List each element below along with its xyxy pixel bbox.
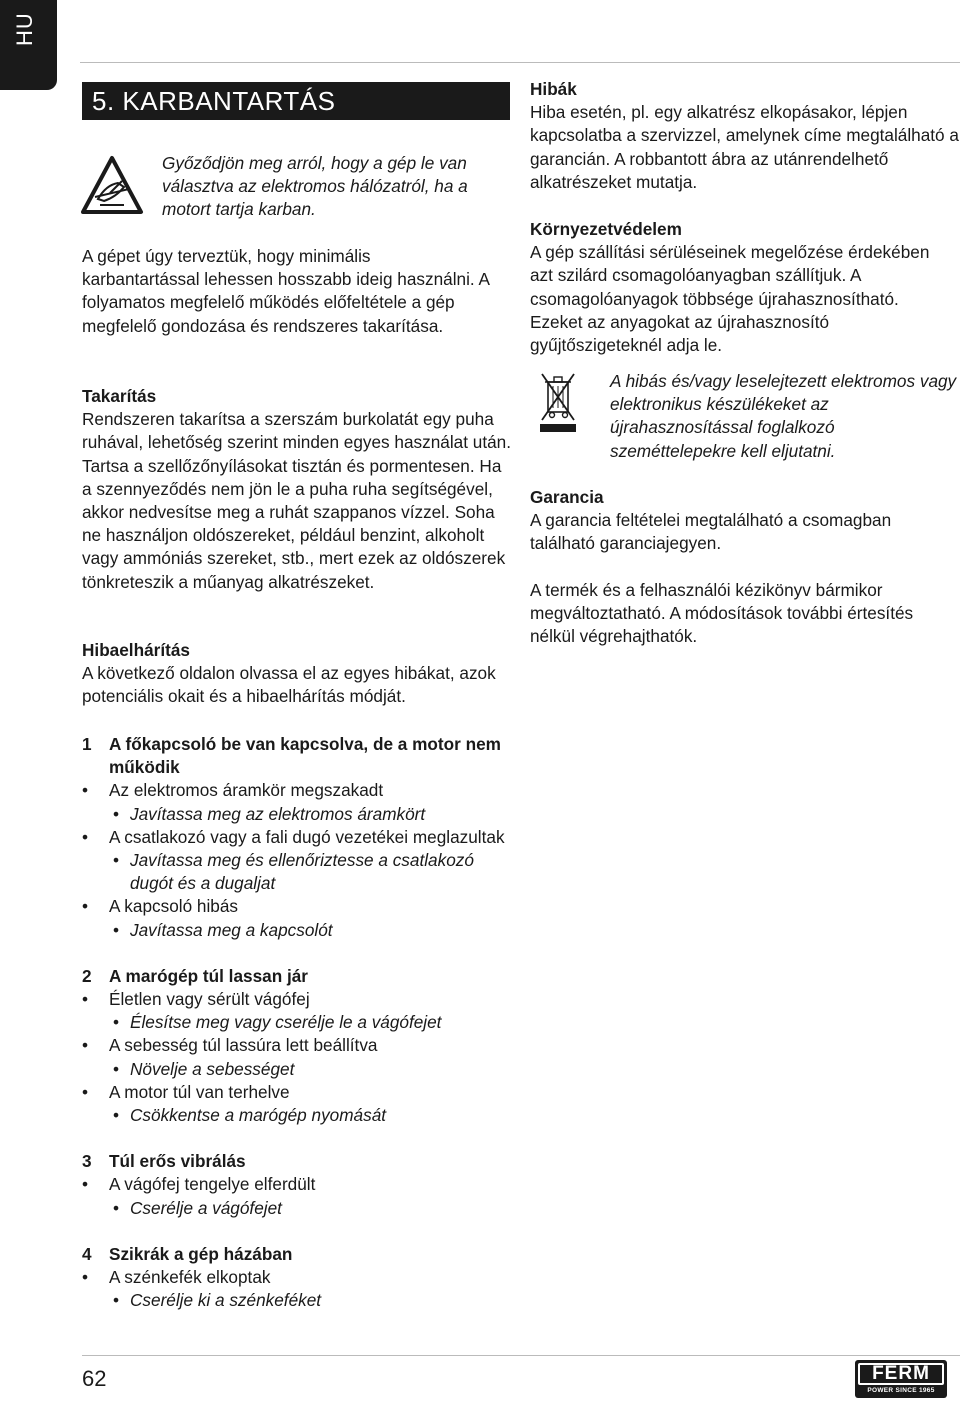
trouble-list	[82, 733, 522, 1312]
trouble-cause: • A kapcsoló hibás	[82, 895, 522, 918]
cleaning-section	[82, 385, 514, 594]
trouble-item	[82, 1150, 522, 1220]
warranty-section	[530, 486, 950, 648]
trouble-cause: • Az elektromos áramkör megszakadt	[82, 779, 522, 802]
footer-divider	[82, 1355, 960, 1356]
trouble-number: 3	[82, 1151, 92, 1172]
troubleshooting-section	[82, 639, 512, 709]
header-divider	[80, 62, 960, 63]
trouble-cause: • A csatlakozó vagy a fali dugó vezetékei meglazultak	[82, 826, 522, 849]
trouble-number: 2	[82, 965, 92, 986]
warranty-heading: Garancia	[530, 487, 604, 507]
faults-section	[530, 78, 960, 194]
trouble-fix: • Javítassa meg a kapcsolót	[82, 919, 522, 942]
trouble-fix: • Javítassa meg az elektromos áramkört	[82, 803, 522, 826]
trouble-cause: • Életlen vagy sérült vágófej	[82, 988, 522, 1011]
environment-section	[530, 218, 940, 357]
trouble-cause: • A motor túl van terhelve	[82, 1081, 522, 1104]
trouble-title: A marógép túl lassan jár	[109, 965, 308, 986]
warranty-note: A termék és a felhasználói kézikönyv bármikor megváltoztatható. A módosítások további értesítés nélkül végrehajthatók.	[530, 579, 914, 647]
logo-brand: FERM	[858, 1363, 944, 1385]
cleaning-body: Rendszeren takarítsa a szerszám burkolatát egy puha ruhával, lehetőség szerint minden egyes használat után. Tartsa a szellőzőnyílásokat tisztán és pormentesen. Ha a szennyeződés nem jön le a puha ruha segítségével, akkor nedvesítse meg a ruhát szappanos vízzel. Soha ne használjon oldószereket, például benzint, alkoholt vagy ammóniás szereket, stb., mert ezek az oldószerek tönkreteszik a műanyag alkatrészeket.	[82, 409, 511, 592]
page-number: 62	[82, 1366, 107, 1391]
trouble-fix: • Javítassa meg és ellenőriztesse a csatlakozó dugót és a dugaljat	[82, 849, 475, 895]
faults-body: Hiba esetén, pl. egy alkatrész elkopásakor, lépjen kapcsolatba a szervizzel, amelynek címe megtalálható a garancián. A robbantott ábra az utánrendelhető alkatrészeket mutatja.	[530, 102, 959, 192]
troubleshooting-heading: Hibaelhárítás	[82, 640, 190, 660]
weee-bin-icon	[538, 370, 578, 436]
trouble-number: 4	[82, 1243, 92, 1264]
trouble-fix: • Csökkentse a marógép nyomását	[82, 1104, 522, 1127]
environment-body: A gép szállítási sérüléseinek megelőzése érdekében azt szilárd csomagolóanyagban szállítjuk. A csomagolóanyagok többsége újrahasznosítható. Ezeket az anyagokat az újrahasznosító gyűjtőszigeteknél adja le.	[530, 242, 930, 356]
trouble-title: Szikrák a gép házában	[109, 1243, 293, 1264]
trouble-cause: • A vágófej tengelye elferdült	[82, 1173, 522, 1196]
trouble-fix: • Élesítse meg vagy cserélje le a vágófejet	[82, 1011, 522, 1034]
trouble-title: A főkapcsoló be van kapcsolva, de a motor nem működik	[109, 734, 501, 778]
trouble-fix: • Cserélje ki a szénkeféket	[82, 1289, 522, 1312]
troubleshooting-body: A következő oldalon olvassa el az egyes hibákat, azok potenciális okait és a hibaelhárítás módját.	[82, 663, 496, 707]
faults-heading: Hibák	[530, 79, 577, 99]
trouble-cause: • A szénkefék elkoptak	[82, 1266, 522, 1289]
section-title: 5. KARBANTARTÁS	[82, 82, 510, 120]
trouble-item	[82, 1243, 522, 1313]
environment-heading: Környezetvédelem	[530, 219, 682, 239]
trouble-cause: • A sebesség túl lassúra lett beállítva	[82, 1034, 522, 1057]
logo-tagline: POWER SINCE 1965	[867, 1387, 935, 1394]
trouble-number: 1	[82, 734, 92, 754]
warranty-body: A garancia feltételei megtalálható a csomagban található garanciajegyen.	[530, 510, 892, 554]
trouble-item	[82, 965, 522, 1127]
cleaning-heading: Takarítás	[82, 386, 157, 406]
intro-paragraph: A gépet úgy terveztük, hogy minimális karbantartással lehessen hosszabb ideig használni. A folyamatos megfelelő működés előfeltétele a gép megfelelő gondozása és rendszeres takarítása.	[82, 246, 490, 336]
trouble-fix: • Cserélje a vágófejet	[82, 1197, 522, 1220]
ferm-logo	[855, 1360, 947, 1398]
trouble-fix: • Növelje a sebességet	[82, 1058, 522, 1081]
language-tab	[0, 0, 57, 90]
language-code: HU	[12, 12, 37, 46]
warning-text: Győződjön meg arról, hogy a gép le van választva az elektromos hálózatról, ha a motort tartja karban.	[162, 153, 468, 220]
trouble-item	[82, 733, 522, 942]
trouble-title: Túl erős vibrálás	[109, 1151, 246, 1172]
warning-unplug-icon	[80, 155, 144, 215]
weee-text: A hibás és/vagy leselejtezett elektromos vagy elektronikus készülékeket az újrahasznosítással foglalkozó szeméttelepekre kell eljutatni.	[610, 371, 957, 461]
